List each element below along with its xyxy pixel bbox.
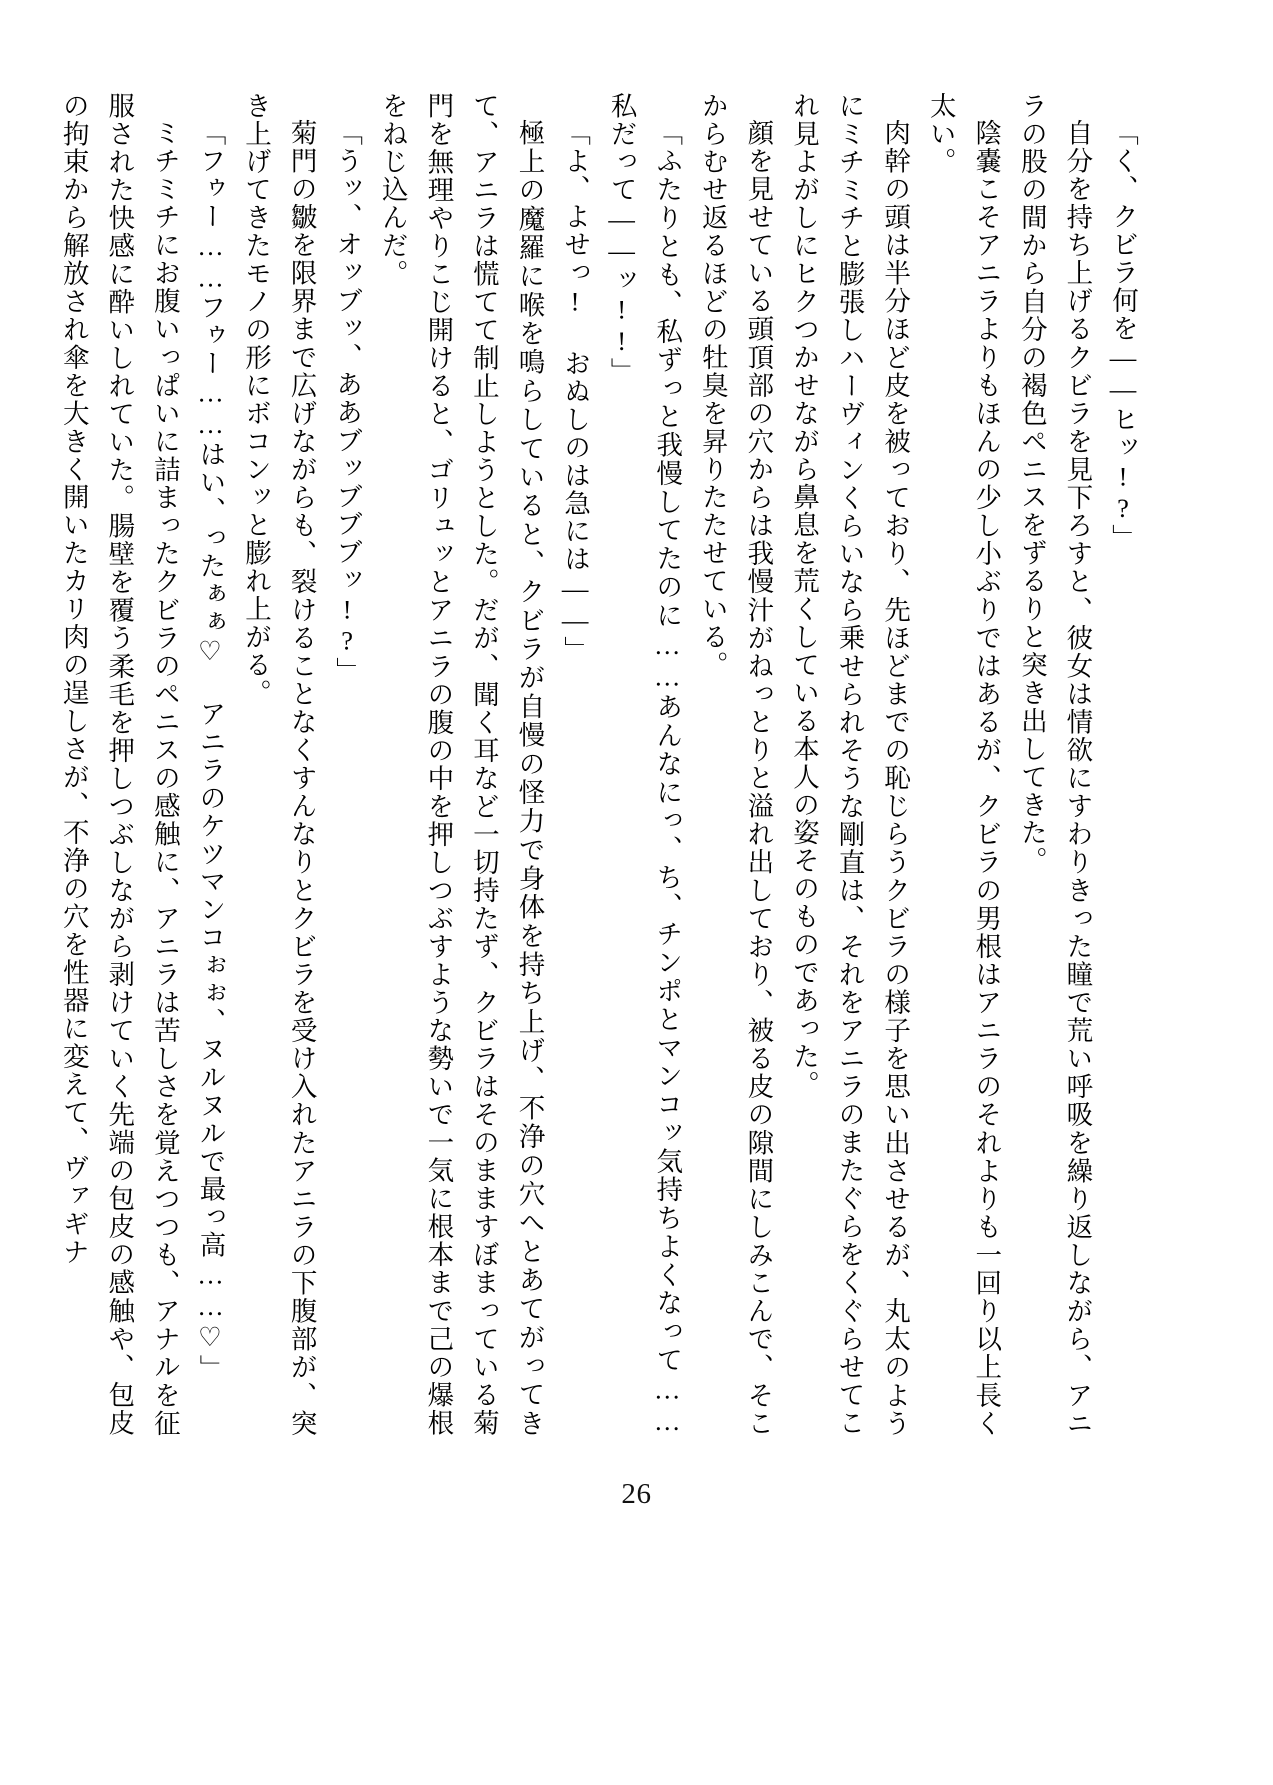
- paragraph-narration-1: 自分を持ち上げるクビラを見下ろすと、彼女は情欲にすわりきった瞳で荒い呼吸を繰り返しながら、アニラの股の間から自分の褐色ペニスをずるりと突き出してきた。: [1016, 92, 1093, 1437]
- paragraph-dialogue-5: 「フゥー……フゥー……はい、ったぁぁ♡ アニラのケツマンコぉぉ、ヌルヌルで最っ高……♡」: [195, 118, 226, 1383]
- vertical-text-body: [58, 92, 1145, 1437]
- paragraph-narration-3: 肉幹の頭は半分ほど皮を被っており、先ほどまでの恥じらうクビラの様子を思い出させるが、丸太のようにミチミチと膨張しハーヴィンくらいなら乗せられそうな剛直は、それをアニラのまたぐらをくぐらせてこれ見よがしにヒクつかせながら鼻息を荒くしている本人の姿そのものであった。: [788, 92, 911, 1437]
- paragraph-narration-7: ミチミチにお腹いっぱいに詰まったクビラのペニスの感触に、アニラは苦しさを覚えつつも、アナルを征服された快感に酔いしれていた。腸壁を覆う柔毛を押しつぶしながら剥けていく先端の包皮の感触や、包皮の拘束から解放され傘を大きく開いたカリ肉の逞しさが、不浄の穴を性器に変えて、ヴァギナ: [58, 92, 180, 1437]
- paragraph-dialogue-3: 「よ、よせっ! おぬしのは急には——」: [560, 118, 591, 664]
- paragraph-dialogue-4: 「うッ、オッブッ、ああブッブブブッ!?」: [332, 118, 363, 685]
- paragraph-narration-4: 顔を見せている頭頂部の穴からは我慢汁がねっとりと溢れ出しており、被る皮の隙間にしみこんで、そこからむせ返るほどの牡臭を昇りたたせている。: [697, 92, 774, 1437]
- paragraph-narration-2: 陰嚢こそアニラよりもほんの少し小ぶりではあるが、クビラの男根はアニラのそれよりも一回り以上長く太い。: [925, 92, 1002, 1437]
- paragraph-dialogue-2: 「ふたりとも、私ずっと我慢してたのに……あんなにっ、ち、チンポとマンコッ気持ちよくなって……私だって——ッ!!」: [606, 92, 683, 1437]
- paragraph-narration-6: 菊門の皺を限界まで広げながらも、裂けることなくすんなりとクビラを受け入れたアニラの下腹部が、突き上げてきたモノの形にボコンッと膨れ上がる。: [241, 92, 317, 1437]
- page-number: 26: [621, 1478, 652, 1510]
- paragraph-narration-5: 極上の魔羅に喉を鳴らしていると、クビラが自慢の怪力で身体を持ち上げ、不浄の穴へとあてがってきて、アニラは慌てて制止しようとした。だが、聞く耳など一切持たず、クビラはそのまますぼまっている菊門を無理やりこじ開けると、ゴリュッとアニラの腹の中を押しつぶすような勢いで一気に根本まで己の爆根をねじ込んだ。: [377, 92, 545, 1437]
- paragraph-dialogue-1: 「く、クビラ何を——ヒッ!?」: [1108, 118, 1138, 552]
